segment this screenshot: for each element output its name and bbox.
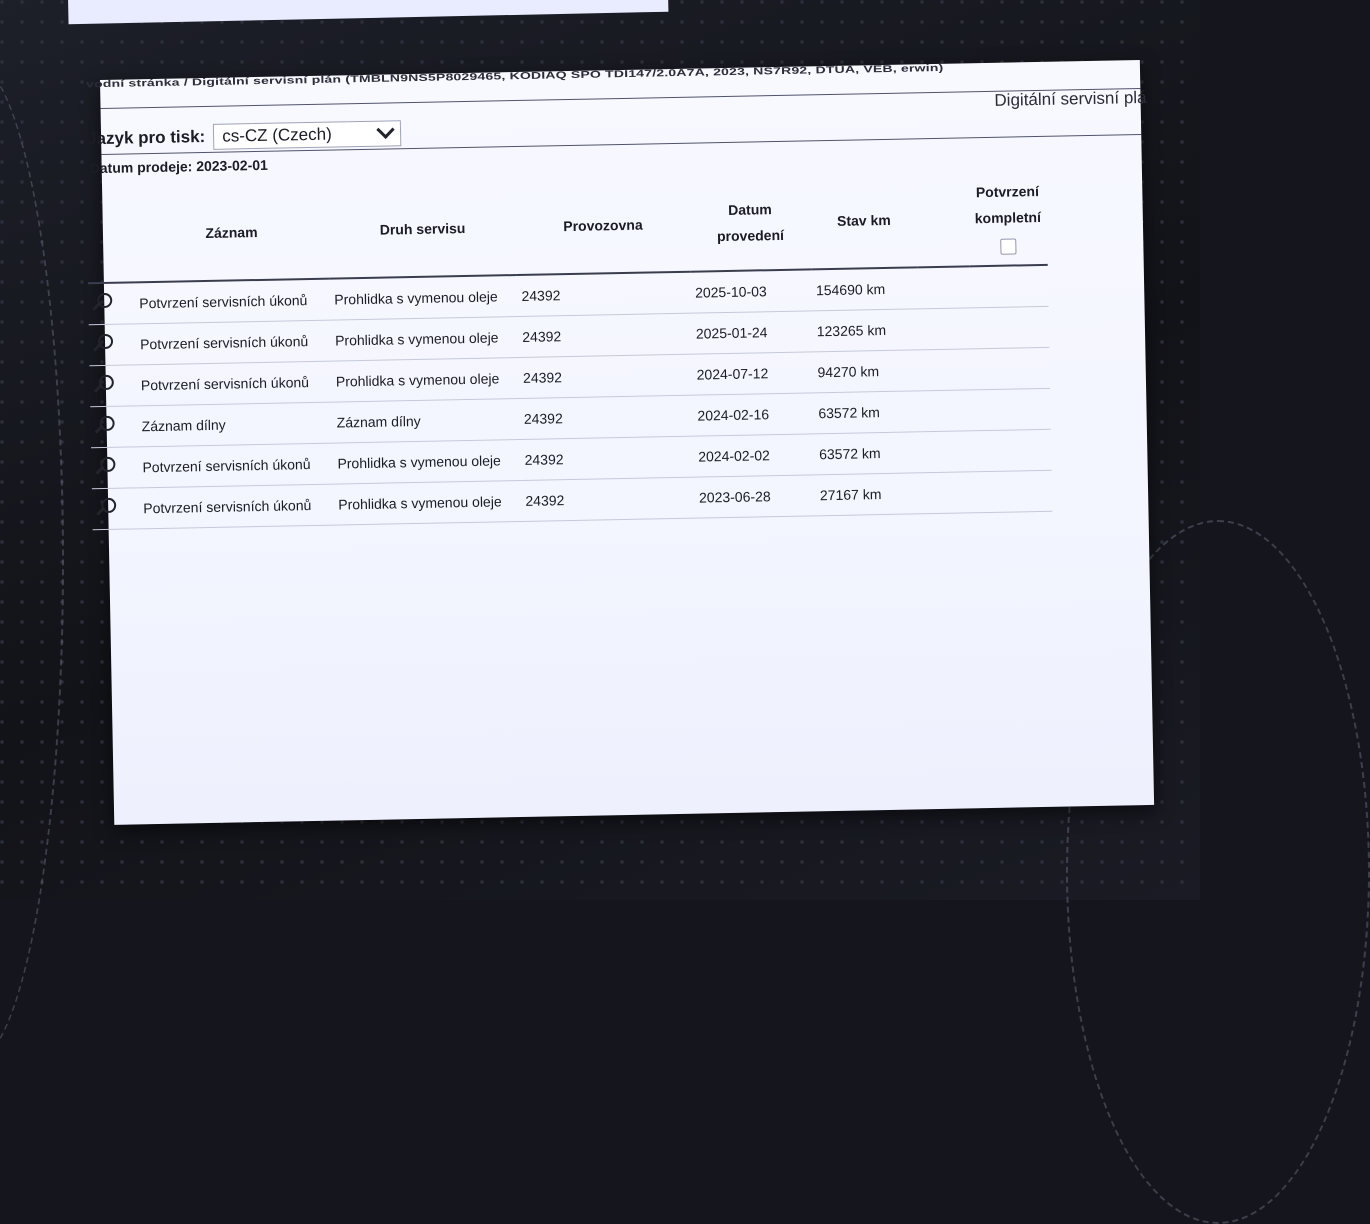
cell-km: 94270 km	[813, 350, 920, 393]
cell-gap	[920, 390, 973, 432]
cell-zaznam: Potvrzení servisních úkonů	[135, 279, 331, 324]
table-header-row	[86, 172, 1048, 283]
header-icon-column	[86, 189, 135, 283]
language-selected-value: cs-CZ (Czech)	[222, 124, 332, 146]
cell-datum: 2025-01-24	[691, 311, 813, 354]
cell-confirm	[972, 388, 1051, 430]
row-detail-cell	[90, 406, 138, 448]
header-datum-line1: Datum	[728, 201, 772, 218]
cell-km: 154690 km	[812, 267, 919, 311]
seat-stitching-left	[0, 60, 64, 1064]
cell-provozovna: 24392	[518, 313, 692, 357]
cell-druh-servisu: Záznam dílny	[332, 399, 520, 444]
language-label: Jazyk pro tisk:	[86, 126, 206, 149]
sale-date: Datum prodeje: 2023-02-01	[89, 156, 268, 177]
cell-provozovna: 24392	[519, 395, 693, 439]
cell-datum: 2024-02-16	[693, 393, 815, 436]
cell-datum: 2024-07-12	[692, 352, 814, 395]
cell-km: 123265 km	[812, 309, 919, 352]
cell-provozovna: 24392	[519, 354, 693, 398]
cell-datum: 2025-10-03	[691, 269, 813, 313]
cell-km: 63572 km	[814, 391, 921, 434]
header-divider	[101, 88, 1141, 109]
cell-datum: 2023-06-28	[695, 475, 817, 518]
page-title: Digitální servisní plá	[994, 87, 1147, 110]
cell-zaznam: Potvrzení servisních úkonů	[138, 443, 334, 488]
cell-provozovna: 24392	[521, 477, 695, 521]
chevron-down-icon	[376, 120, 394, 138]
row-detail-cell	[91, 447, 139, 489]
header-druh-servisu: Druh servisu	[328, 182, 517, 279]
cell-confirm	[974, 470, 1053, 512]
cell-druh-servisu: Prohlidka s vymenou oleje	[331, 317, 519, 362]
service-records-table	[86, 172, 1052, 530]
header-stav-km: Stav km	[810, 174, 918, 269]
cell-gap	[922, 472, 975, 514]
cell-provozovna: 24392	[517, 272, 691, 317]
cell-zaznam: Záznam dílny	[137, 402, 333, 447]
printed-sheet	[85, 60, 1154, 825]
cell-confirm	[971, 306, 1050, 348]
cell-confirm	[970, 265, 1049, 308]
magnifier-icon[interactable]	[96, 497, 116, 517]
cell-gap	[918, 266, 971, 308]
cell-zaznam: Potvrzení servisních úkonů	[139, 484, 335, 529]
header-confirm-line2: kompletní	[974, 208, 1042, 227]
cell-zaznam: Potvrzení servisních úkonů	[136, 320, 332, 365]
background-paper-sheet	[68, 0, 669, 24]
cell-provozovna: 24392	[520, 436, 694, 480]
cell-gap	[921, 431, 974, 473]
cell-druh-servisu: Prohlidka s vymenou oleje	[333, 439, 521, 484]
cell-druh-servisu: Prohlidka s vymenou oleje	[330, 275, 518, 320]
cell-confirm	[971, 347, 1050, 389]
header-confirm-line1: Potvrzení	[975, 182, 1040, 201]
magnifier-icon[interactable]	[93, 333, 113, 353]
row-detail-cell	[89, 365, 137, 407]
cell-zaznam: Potvrzení servisních úkonů	[137, 361, 333, 406]
row-detail-cell	[89, 324, 137, 366]
header-zaznam: Záznam	[133, 186, 330, 283]
language-select[interactable]	[213, 120, 401, 150]
cell-km: 63572 km	[815, 432, 922, 475]
header-provozovna: Provozovna	[515, 179, 690, 275]
row-detail-cell	[88, 282, 136, 324]
confirm-all-checkbox[interactable]	[1000, 239, 1016, 255]
cell-km: 27167 km	[816, 473, 923, 516]
language-row	[87, 120, 402, 152]
row-detail-cell	[92, 488, 140, 530]
cell-druh-servisu: Prohlidka s vymenou oleje	[334, 480, 522, 525]
header-gap	[916, 173, 970, 267]
header-datum-line2: provedení	[716, 226, 785, 245]
cell-druh-servisu: Prohlidka s vymenou oleje	[332, 358, 520, 403]
cell-confirm	[973, 429, 1052, 471]
cell-datum: 2024-02-02	[694, 434, 816, 477]
magnifier-icon[interactable]	[94, 415, 114, 435]
breadcrumb: vodní stránka / Digitální servisní plán (TMBLN9NS5P8029465, KODIAQ SPO TDI147/2.0A7A, 2023, NS7R92, DTUA, VEB, erwin)	[85, 61, 944, 90]
header-datum-provedeni	[689, 176, 812, 271]
magnifier-icon[interactable]	[94, 374, 114, 394]
magnifier-icon[interactable]	[95, 456, 115, 476]
cell-gap	[919, 308, 972, 350]
magnifier-icon[interactable]	[92, 292, 112, 312]
cell-gap	[920, 349, 973, 391]
header-potvrzeni-kompletni	[968, 172, 1048, 266]
